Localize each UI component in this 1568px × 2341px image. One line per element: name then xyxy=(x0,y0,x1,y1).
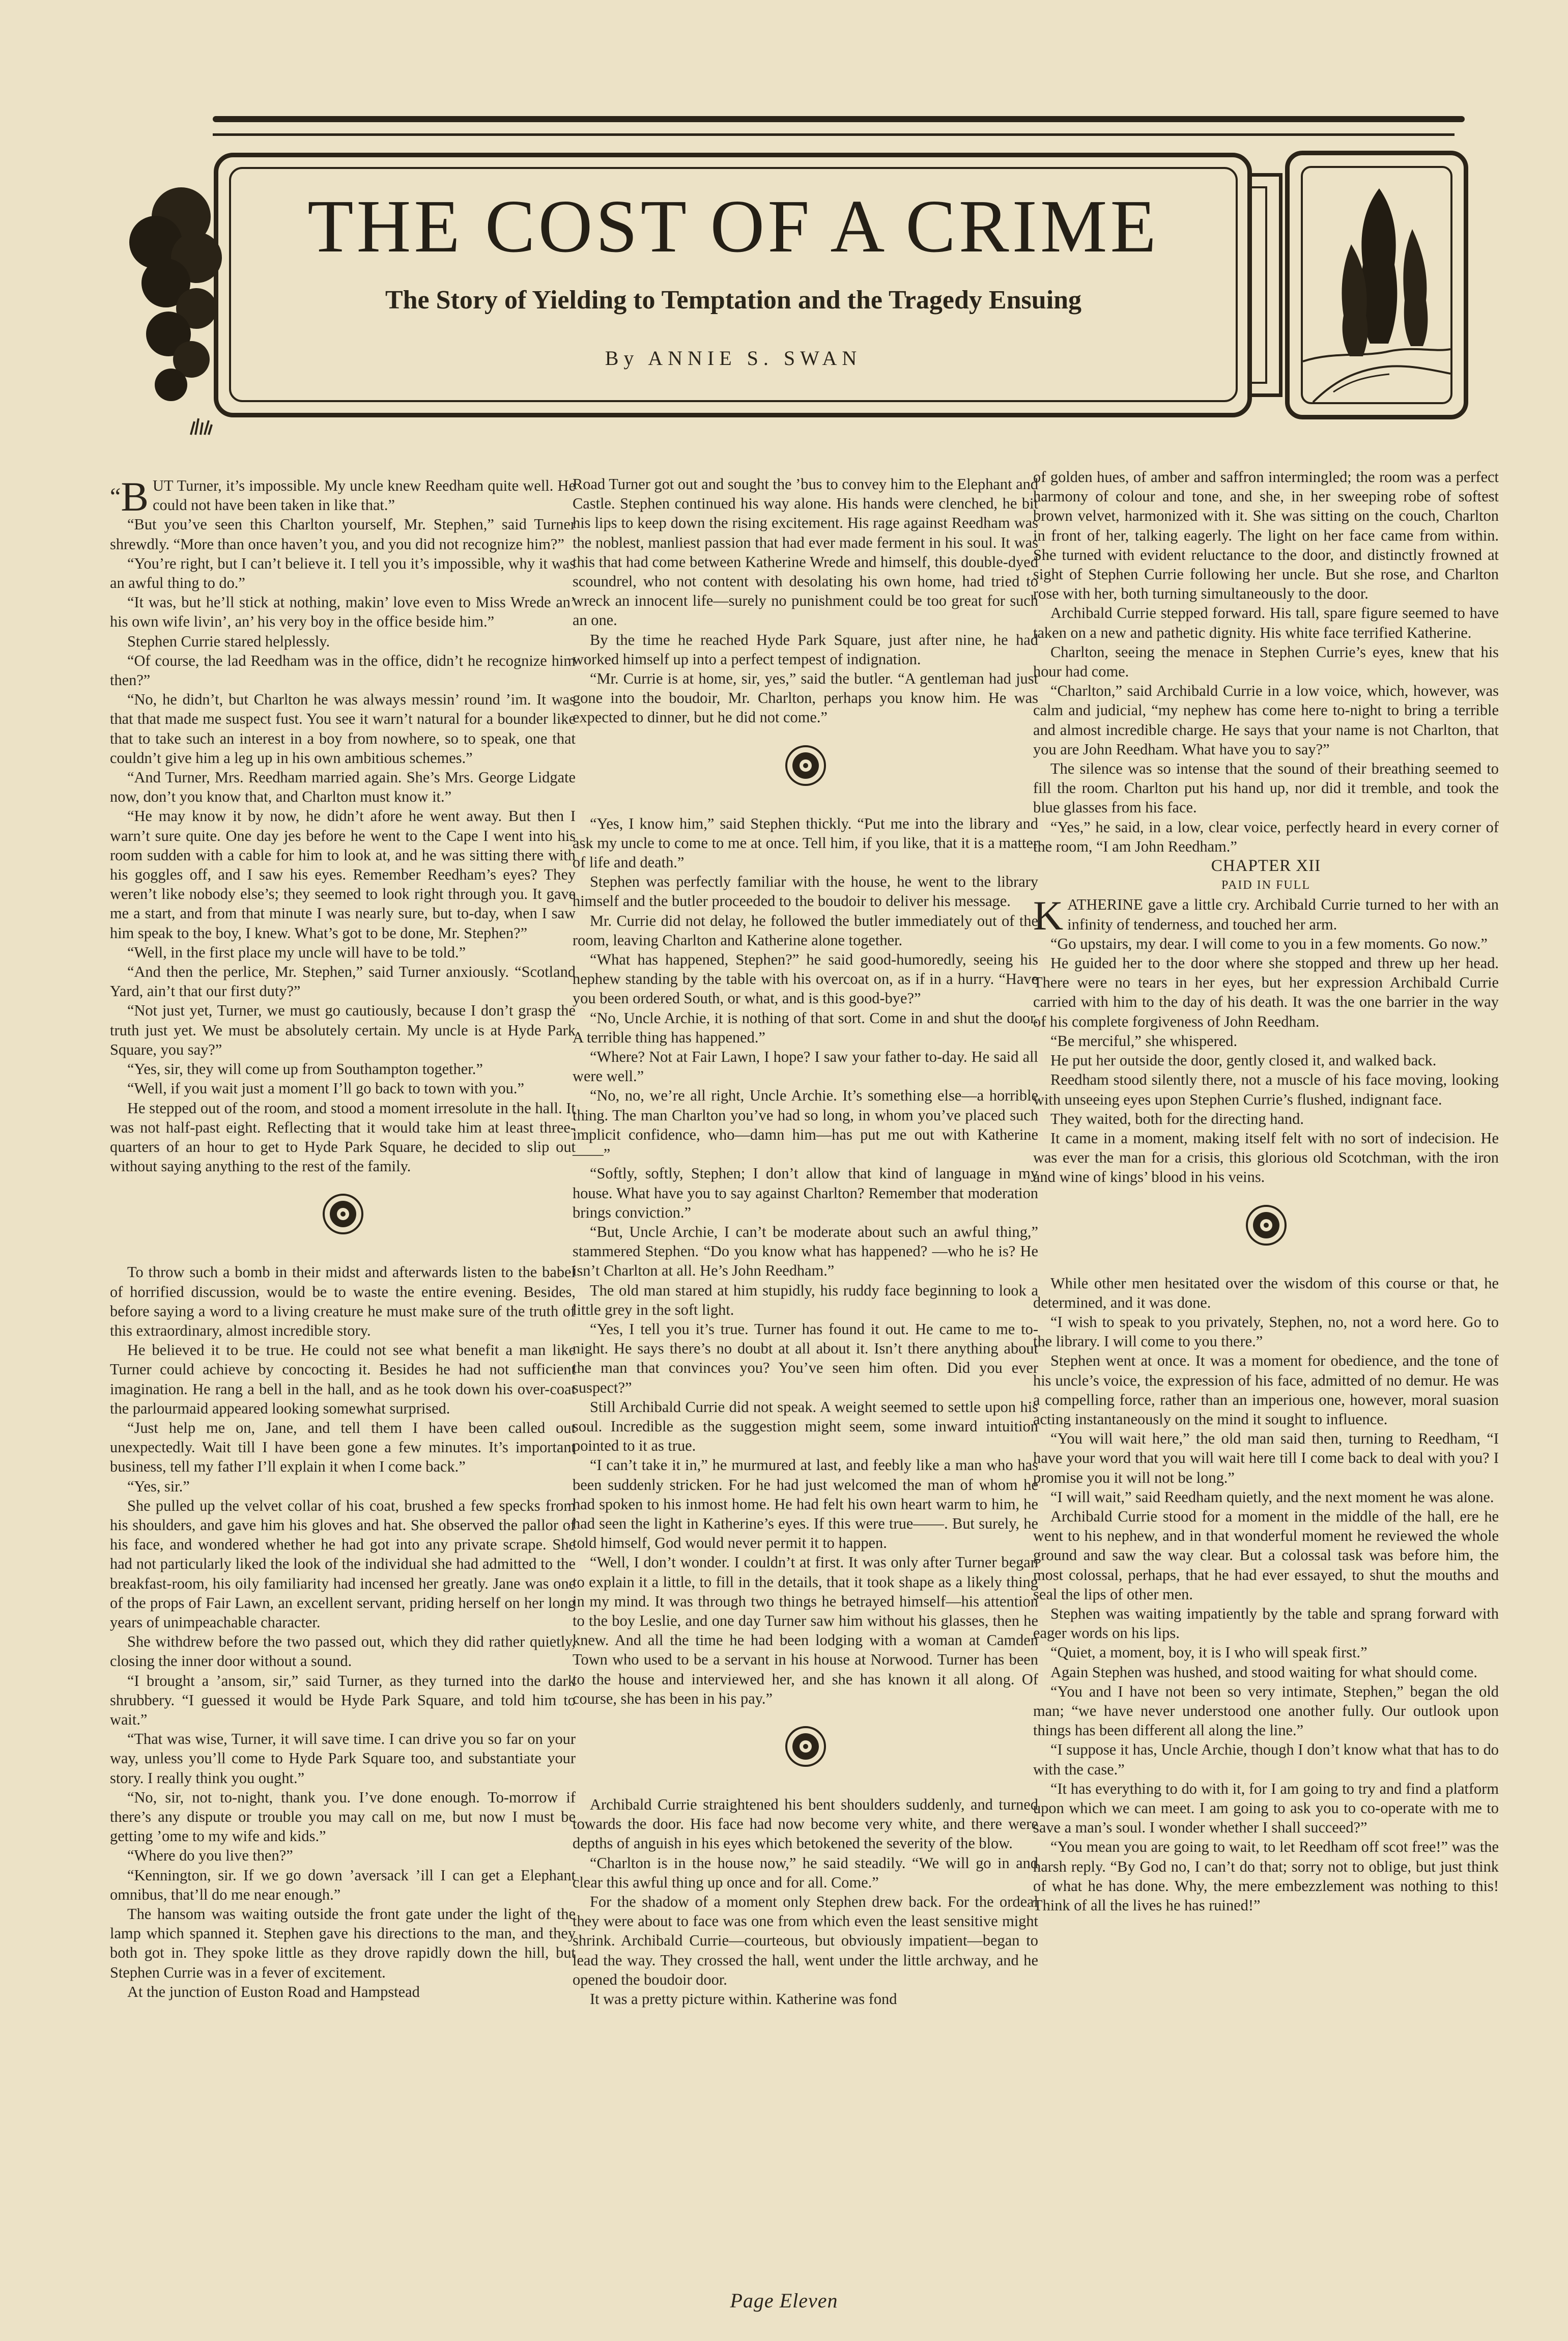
paragraph: “You’re right, but I can’t believe it. I tell you it’s impossible, why it was an awful thing to do.” xyxy=(110,554,576,592)
paragraph: “Yes, sir, they will come up from Southampton together.” xyxy=(127,1060,483,1078)
paragraph: Mr. Currie did not delay, he followed the butler immediately out of the room, leaving Charlton and Katherine alone together. xyxy=(573,912,1038,949)
column-3 xyxy=(1033,467,1499,1915)
paragraph: Stephen went at once. It was a moment for obedience, and the tone of his uncle’s voice, the expression of his face, admitted of no demur. He was a compelling force, rather than an imperious one, however, moral suasion acting instantaneously on the mind it sought to influence. xyxy=(1033,1352,1499,1428)
paragraph: At the junction of Euston Road and Hampstead xyxy=(127,1983,420,2000)
paragraph: “I will wait,” said Reedham quietly, and the next moment he was alone. xyxy=(1050,1488,1494,1506)
rosette-ornament-icon xyxy=(784,744,828,787)
paragraph: Stephen Currie stared helplessly. xyxy=(127,632,330,650)
paragraph: “I wish to speak to you privately, Stephen, no, not a word here. Go to the library. I will come to you there.” xyxy=(1033,1313,1499,1350)
paragraph: “It was, but he’ll stick at nothing, makin’ love even to Miss Wrede an’ his own wife livin’, an’ his very boy in the office beside him.” xyxy=(110,594,576,631)
column-2 xyxy=(573,474,1038,2009)
drop-cap: “B xyxy=(110,473,149,520)
paragraph: It came in a moment, making itself felt with no sort of indecision. He was ever the man for a crisis, this glorious old Scotchman, with the iron and wine of kings’ blood in his veins. xyxy=(1033,1129,1499,1186)
tree-foliage-illustration xyxy=(120,181,232,415)
paragraph: “Well, if you wait just a moment I’ll go back to town with you.” xyxy=(127,1080,524,1097)
paragraph: While other men hesitated over the wisdom of this course or that, he determined, and it was done. xyxy=(1033,1274,1499,1311)
paragraph: She pulled up the velvet collar of his coat, brushed a few specks from his shoulders, and gave him his gloves and hat. She observed the pallor of his face, and wondered whether he had got into any private scrape. She had not particularly liked the look of the individual she had admitted to the breakfast-room, his oily familiarity had incensed her greatly. Jane was one of the props of Fair Lawn, an excellent servant, priding herself on her long years of unimpeachable character. xyxy=(110,1497,576,1631)
paragraph: “Mr. Currie is at home, sir, yes,” said the butler. “A gentleman had just gone into the boudoir, Mr. Charlton, perhaps you know him. He was expected to dinner, but he did not come.” xyxy=(573,670,1038,726)
paragraph: of golden hues, of amber and saffron intermingled; the room was a perfect harmony of colour and tone, and she, in her sweeping robe of softest brown velvet, harmonized with it. She was sitting on the couch, Charlton in front of her, talking eagerly. The light on her face came from within. She turned with evident reluctance to the door, and distinctly frowned at sight of Stephen Currie following her uncle. But she rose, and Charlton rose with her, both turning simultaneously to the door. xyxy=(1033,468,1499,603)
column-1 xyxy=(110,473,576,2001)
paragraph: “You will wait here,” the old man said then, turning to Reedham, “I have your word that you will wait here till I come back to deal with you? I promise you it will not be long.” xyxy=(1033,1430,1499,1486)
paragraph: “I suppose it has, Uncle Archie, though I don’t know what that has to do with the case.” xyxy=(1033,1741,1499,1778)
paragraph: He stepped out of the room, and stood a moment irresolute in the hall. It was not half-past eight. Reflecting that it would take him at least three-quarters of an hour to get to Hyde Park Square, he decided to slip out without saying anything to the rest of the family. xyxy=(110,1099,576,1175)
paragraph: The hansom was waiting outside the front gate under the light of the lamp which spanned it. Stephen gave his directions to the man, and they both got in. They spoke little as they drove rapidly down the hill, but Stephen Currie was in a fever of excitement. xyxy=(110,1905,576,1981)
frame-connector-inner xyxy=(1252,186,1267,384)
paragraph: Stephen was waiting impatiently by the table and sprang forward with eager words on his lips. xyxy=(1033,1604,1499,1642)
article-byline: By ANNIE S. SWAN xyxy=(605,347,862,370)
paragraph: Reedham stood silently there, not a muscle of his face moving, looking with unseeing eyes upon Stephen Currie’s flushed, indignant face. xyxy=(1033,1071,1499,1108)
paragraph: “Where? Not at Fair Lawn, I hope? I saw your father to-day. He said all were well.” xyxy=(573,1048,1038,1085)
paragraph: “You mean you are going to wait, to let Reedham off scot free!” was the harsh reply. “By God no, I can’t do that; sorry not to oblige, but just think of what he has done. Why, the mere embezzlement was nothing to this! Think of all the lives he has ruined!” xyxy=(1033,1838,1499,1914)
page-number: Page Eleven xyxy=(730,2289,838,2312)
paragraph: “He may know it by now, he didn’t afore he went away. But then I warn’t sure quite. One day jes before he went to the Cape I went into his room sudden with a cable for him to look at, and he was sitting there with his goggles off, and I saw his eyes. Remember Reedham’s eyes? They weren’t like nobody else’s; they seemed to look right through you. It gave me a start, and from that minute I was nearly sure, but to-day, when I saw him speak to the boy, I knew. What’s got to be done, Mr. Stephen?” xyxy=(110,807,576,942)
paragraph: “No, Uncle Archie, it is nothing of that sort. Come in and shut the door. A terrible thing has happened.” xyxy=(573,1009,1038,1046)
paragraph: She withdrew before the two passed out, which they did rather quietly, closing the inner door without a sound. xyxy=(110,1633,576,1670)
paragraph: “Well, in the first place my uncle will have to be told.” xyxy=(127,943,466,961)
rosette-ornament-icon xyxy=(321,1192,365,1236)
article-title: THE COST OF A CRIME xyxy=(307,185,1159,268)
grass-tuft-illustration xyxy=(188,417,214,436)
paragraph: The old man stared at him stupidly, his ruddy face beginning to look a little grey in the soft light. xyxy=(573,1281,1038,1318)
paragraph: “And Turner, Mrs. Reedham married again. She’s Mrs. George Lidgate now, don’t you know that, and Charlton must know it.” xyxy=(110,769,576,806)
paragraph: “Yes, I tell you it’s true. Turner has found it out. He came to me to-night. He says there’s no doubt at all about it. Isn’t there anything about the man that convinces you? You’ve seen him often. Did you ever suspect?” xyxy=(573,1320,1038,1396)
paragraph: For the shadow of a moment only Stephen drew back. For the ordeal they were about to face was one from which even the least sensitive might shrink. Archibald Currie—courteous, but obviously impatient—began to lead the way. They crossed the hall, went under the little archway, and he opened the boudoir door. xyxy=(573,1893,1038,1988)
paragraph: The silence was so intense that the sound of their breathing seemed to fill the room. Charlton put his hand up, nor did it tremble, and took the blue glasses from his face. xyxy=(1033,760,1499,816)
paragraph: “No, he didn’t, but Charlton he was always messin’ round ’im. It was that that made me suspect fust. You see it warn’t natural for a bounder like that to take such an interest in a boy from nowhere, so to speak, one that couldn’t give him a leg up in his own ambitious schemes.” xyxy=(110,691,576,767)
paragraph: He guided her to the door where she stopped and threw up her head. There were no tears in her eyes, but her expression Archibald Currie carried with him to the day of his death. It was the one barrier in the way of his complete forgiveness of John Reedham. xyxy=(1033,954,1499,1030)
header-top-rule xyxy=(213,116,1465,122)
paragraph: Archibald Currie straightened his bent shoulders suddenly, and turned towards the door. His face had now become very white, and there were depths of anguish in his eyes which betokened the severity of the blow. xyxy=(573,1795,1038,1852)
article-subtitle: The Story of Yielding to Temptation and the Tragedy Ensuing xyxy=(385,286,1082,315)
paragraph: Still Archibald Currie did not speak. A weight seemed to settle upon his soul. Incredible as the suggestion might seem, some inward intuition pointed to it as true. xyxy=(573,1398,1038,1455)
paragraph: Archibald Currie stepped forward. His tall, spare figure seemed to have taken on a new and pathetic dignity. His white face terrified Katherine. xyxy=(1033,604,1499,641)
paragraph: “Where do you live then?” xyxy=(127,1847,293,1865)
paragraph: “Charlton is in the house now,” he said steadily. “We will go in and clear this awful thing up once and for all. Come.” xyxy=(573,1854,1038,1891)
drop-cap: K xyxy=(1033,892,1064,939)
paragraph: It was a pretty picture within. Katherine was fond xyxy=(590,1990,897,2008)
paragraph: “What has happened, Stephen?” he said good-humoredly, seeing his nephew standing by the table with his overcoat on, as if in a hurry. “Have you been ordered South, or what, and is this good-bye?” xyxy=(573,951,1038,1007)
paragraph: Charlton, seeing the menace in Stephen Currie’s eyes, knew that his hour had come. xyxy=(1033,643,1499,681)
paragraph: “It has everything to do with it, for I am going to try and find a platform upon which we can meet. I am going to ask you to co-operate with me to save a man’s soul. I wonder whether I shall succeed?” xyxy=(1033,1780,1499,1837)
rosette-ornament-icon xyxy=(1244,1203,1288,1247)
paragraph: Archibald Currie stood for a moment in the middle of the hall, ere he went to his nephew, and in that wonderful moment he reviewed the whole ground and saw the way clear. But a colossal task was before him, the most colossal, perhaps, that he had ever essayed, to shut the mouths and seal the lips of other men. xyxy=(1033,1507,1499,1603)
paragraph: “But, Uncle Archie, I can’t be moderate about such an awful thing,” stammered Stephen. “Do you know what has happened? —who he is? He isn’t Charlton at all. He’s John Reedham.” xyxy=(573,1223,1038,1280)
paragraph: “Charlton,” said Archibald Currie in a low voice, which, however, was calm and judicial, “my nephew has come here to-night to bring a terrible and almost incredible charge. He says that your name is not Charlton, that you are John Reedham. What have you to say?” xyxy=(1033,682,1499,758)
paragraph: “You and I have not been so very intimate, Stephen,” began the old man; “we have never understood one another fully. Our outlook upon things has been different all along the line.” xyxy=(1033,1682,1499,1739)
paragraph: To throw such a bomb in their midst and afterwards listen to the babel of horrified discussion, would be to waste the entire evening. Besides, before saying a word to a living creature he must make sure of the truth of this extraordinary, almost incredible story. xyxy=(110,1263,576,1339)
paragraph: “I brought a ’ansom, sir,” said Turner, as they turned into the dark shrubbery. “I guessed it would be Hyde Park Square, and told him to wait.” xyxy=(110,1672,576,1728)
opening-paragraph: “B UT Turner, it’s impossible. My uncle knew Reedham quite well. He could not have been taken in like that.” xyxy=(110,473,576,520)
paragraph: “Of course, the lad Reedham was in the office, didn’t he recognize him then?” xyxy=(110,652,576,689)
paragraph: “No, no, we’re all right, Uncle Archie. It’s something else—a horrible thing. The man Charlton you’ve had so long, in whom you’ve placed such implicit confidence, who—damn him—has put me out with Katherine——” xyxy=(573,1087,1038,1163)
paragraph: “Yes,” he said, in a low, clear voice, perfectly heard in every corner of the room, “I am John Reedham.” xyxy=(1033,818,1499,855)
paragraph: “That was wise, Turner, it will save time. I can drive you so far on your way, unless you’ll come to Hyde Park Square too, and substantiate your story. I really think you ought.” xyxy=(110,1730,576,1787)
paragraph: “But you’ve seen this Charlton yourself, Mr. Stephen,” said Turner shrewdly. “More than once haven’t you, and you did not recognize him?” xyxy=(110,516,576,553)
paragraph: “No, sir, not to-night, thank you. I’ve done enough. To-morrow if there’s any dispute or trouble you may call on me, but now I must be getting ’ome to my wife and kids.” xyxy=(110,1788,576,1845)
paragraph: “Well, I don’t wonder. I couldn’t at first. It was only after Turner began to explain it a little, to fill in the details, that it took shape as a likely thing in my mind. It was through two things he betrayed himself—his attention to the boy Leslie, and one day Turner saw him without his glasses, then he knew. And all the time he had been lodging with a woman at Camden Town who used to be a servant in his house at Norwood. Turner has been to the house and interviewed her, and she has known it all along. Of course, she has been in his pay.” xyxy=(573,1554,1038,1707)
paragraph: “Quiet, a moment, boy, it is I who will speak first.” xyxy=(1050,1644,1367,1661)
chapter-heading: CHAPTER XII xyxy=(1211,857,1321,876)
header-second-rule xyxy=(213,133,1455,136)
chapter-opening-paragraph: KATHERINE gave a little cry. Archibald Currie turned to her with an infinity of tenderness, and touched her arm. xyxy=(1033,892,1499,939)
paragraph: “I can’t take it in,” he murmured at last, and feebly like a man who has been suddenly stricken. For he had just welcomed the man of whom he had spoken to his inmost home. He had felt his own heart warm to him, he had seen the light in Katherine’s eyes. If this were true——. But surely, he told himself, God would never permit it to happen. xyxy=(573,1456,1038,1552)
paragraph: “And then the perlice, Mr. Stephen,” said Turner anxiously. “Scotland Yard, ain’t that our first duty?” xyxy=(110,963,576,1000)
paragraph: By the time he reached Hyde Park Square, just after nine, he had worked himself up into a perfect tempest of indignation. xyxy=(573,631,1038,668)
paragraph: He put her outside the door, gently closed it, and walked back. xyxy=(1050,1052,1437,1069)
paragraph: “Be merciful,” she whispered. xyxy=(1050,1032,1238,1050)
paragraph: “Go upstairs, my dear. I will come to you in a few moments. Go now.” xyxy=(1050,935,1488,952)
paragraph: They waited, both for the directing hand. xyxy=(1050,1110,1304,1127)
paragraph: “Just help me on, Jane, and tell them I have been called out unexpectedly. Wait till I have been gone a few minutes. It’s important business, tell my father I’ll explain it when I come back.” xyxy=(110,1419,576,1476)
rosette-ornament-icon xyxy=(784,1725,828,1768)
paragraph: He believed it to be true. He could not see what benefit a man like Turner could achieve by concocting it. Besides he had not sufficient imagination. He rang a bell in the hall, and as he took down his over-coat the parlourmaid appeared looking somewhat surprised. xyxy=(110,1341,576,1417)
paragraph: “Yes, I know him,” said Stephen thickly. “Put me into the library and ask my uncle to come to me at once. Tell him, if you like, that it is a matter of life and death.” xyxy=(573,814,1038,871)
paragraph: “Yes, sir.” xyxy=(127,1477,190,1495)
paragraph: “Softly, softly, Stephen; I don’t allow that kind of language in my house. What have you to say against Charlton? Remember that moderation brings conviction.” xyxy=(573,1165,1038,1221)
chapter-subheading: PAID IN FULL xyxy=(1221,879,1311,892)
cypress-trees-illustration xyxy=(1303,168,1450,402)
paragraph: Stephen was perfectly familiar with the house, he went to the library himself and the butler proceeded to the boudoir to deliver his message. xyxy=(573,873,1038,910)
paragraph: “Not just yet, Turner, we must go cautiously, because I don’t grasp the truth just yet. We must be absolutely certain. My uncle is at Hyde Park Square, you say?” xyxy=(110,1002,576,1058)
paragraph: “Kennington, sir. If we go down ’aversack ’ill I can get a Elephant omnibus, that’ll do me near enough.” xyxy=(110,1866,576,1903)
paragraph: Again Stephen was hushed, and stood waiting for what should come. xyxy=(1050,1663,1477,1681)
paragraph: Road Turner got out and sought the ’bus to convey him to the Elephant and Castle. Stephen continued his way alone. His hands were clenched, he bit his lips to keep down the rising excitement. His rage against Reedham was the noblest, manliest passion that had ever made ferment in his soul. It was this that had come between Katherine Wrede and himself, this double-dyed scoundrel, who not content with desolating his own home, had tried to wreck an innocent life—surely no punishment could be too great for such an one. xyxy=(573,475,1038,629)
